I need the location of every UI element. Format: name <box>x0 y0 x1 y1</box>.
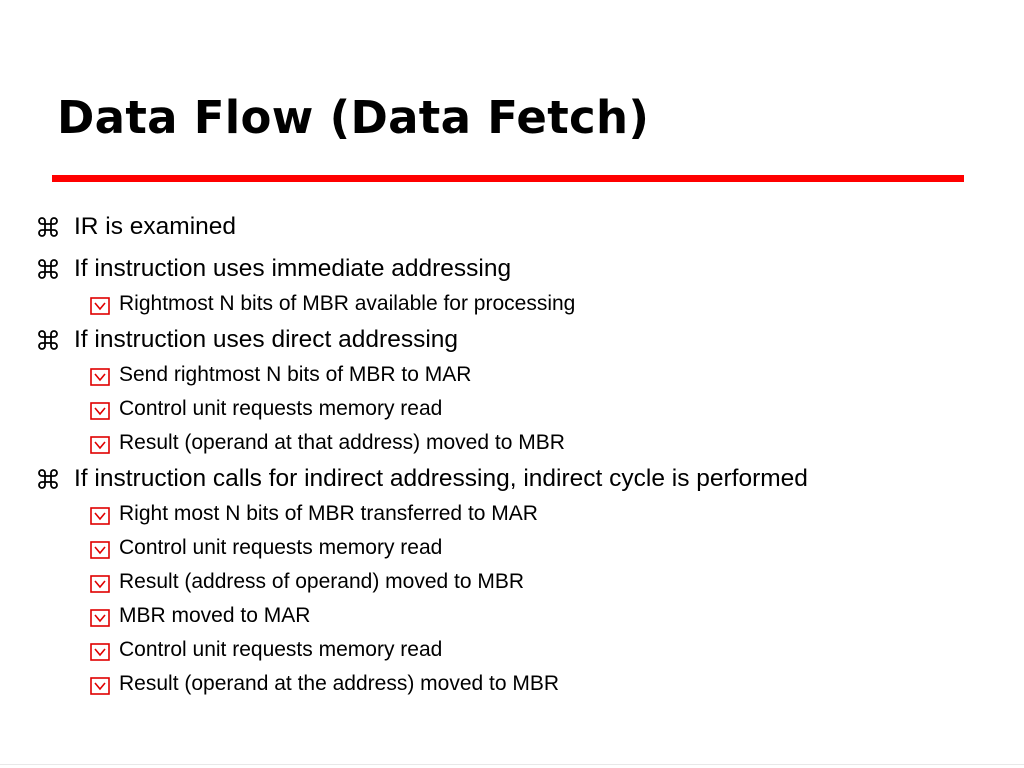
bullet-text: If instruction uses immediate addressing <box>74 255 512 282</box>
command-key-icon <box>37 258 59 280</box>
sub-bullet-text: Control unit requests memory read <box>119 397 443 420</box>
sub-bullet-text: Result (operand at the address) moved to MBR <box>119 672 560 695</box>
checked-box-icon <box>90 368 110 386</box>
command-key-icon <box>37 216 59 238</box>
slide-title: Data Flow (Data Fetch) <box>57 91 650 144</box>
checked-box-icon <box>90 541 110 559</box>
sub-bullet-text: Result (address of operand) moved to MBR <box>119 570 525 593</box>
checked-box-icon <box>90 609 110 627</box>
checked-box-icon <box>90 297 110 315</box>
command-key-icon <box>37 468 59 490</box>
title-underline-rule <box>52 175 964 182</box>
checked-box-icon <box>90 575 110 593</box>
sub-bullet-text: Control unit requests memory read <box>119 536 443 559</box>
sub-bullet-text: Right most N bits of MBR transferred to MAR <box>119 502 538 525</box>
sub-bullet-text: MBR moved to MAR <box>119 604 311 627</box>
checked-box-icon <box>90 643 110 661</box>
sub-bullet-text: Result (operand at that address) moved to MBR <box>119 431 565 454</box>
checked-box-icon <box>90 402 110 420</box>
sub-bullet-text: Send rightmost N bits of MBR to MAR <box>119 363 472 386</box>
bullet-text: IR is examined <box>74 213 237 240</box>
bullet-text: If instruction calls for indirect addressing, indirect cycle is performed <box>74 465 808 492</box>
checked-box-icon <box>90 436 110 454</box>
bullet-text: If instruction uses direct addressing <box>74 326 459 353</box>
slide-bottom-border <box>0 764 1024 765</box>
checked-box-icon <box>90 507 110 525</box>
command-key-icon <box>37 329 59 351</box>
sub-bullet-text: Rightmost N bits of MBR available for processing <box>119 292 576 315</box>
sub-bullet-text: Control unit requests memory read <box>119 638 443 661</box>
checked-box-icon <box>90 677 110 695</box>
